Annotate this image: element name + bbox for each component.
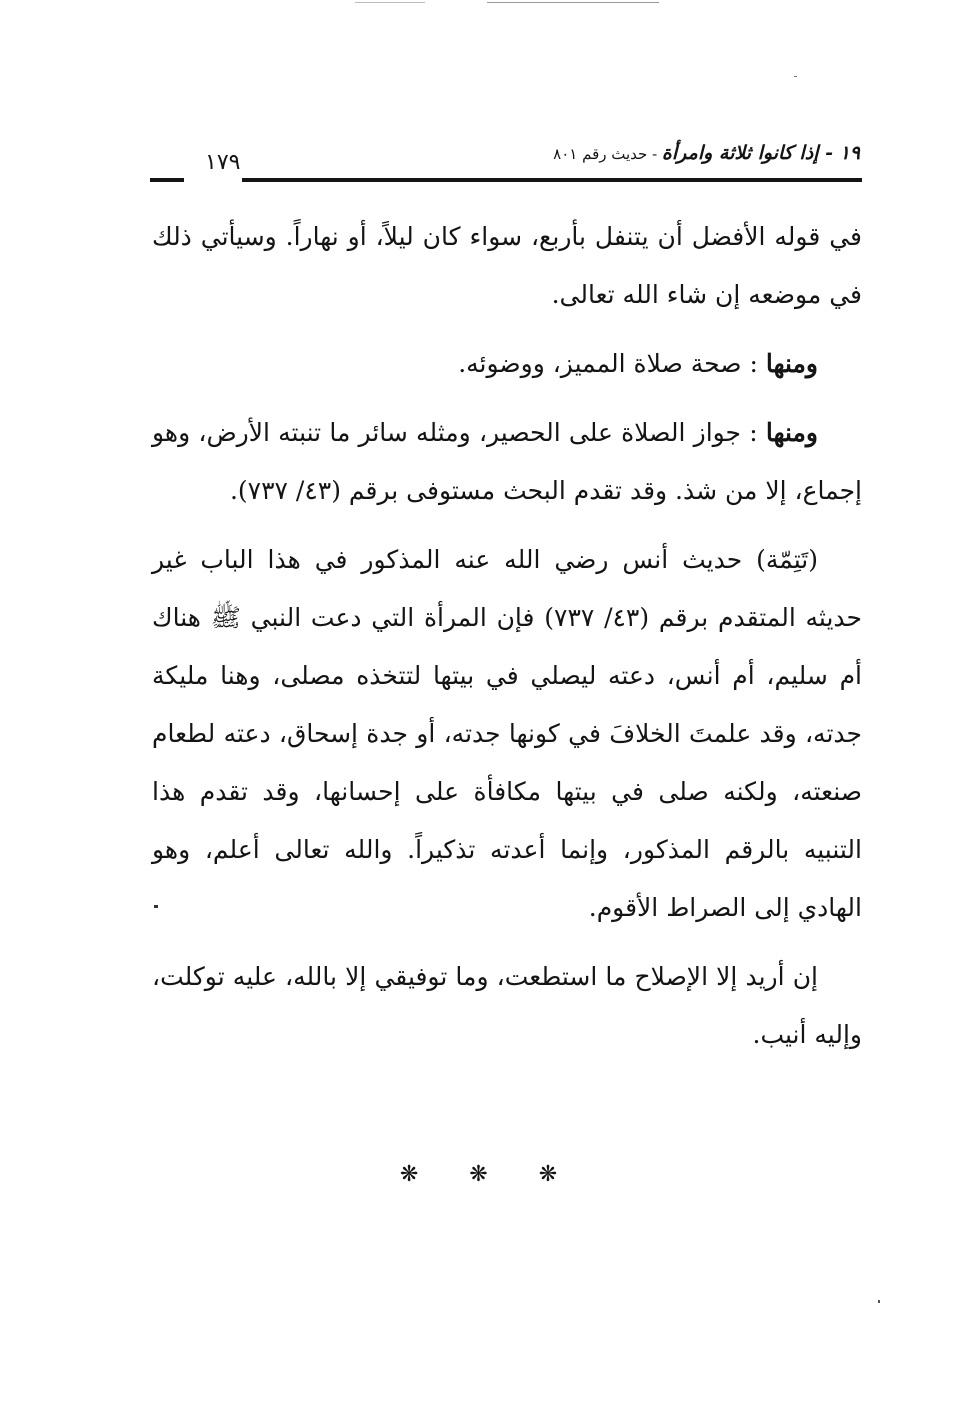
paragraph xyxy=(152,404,862,520)
header-rule-right xyxy=(242,178,862,182)
top-edge-marks xyxy=(355,0,665,6)
top-edge-mark xyxy=(487,2,659,3)
scan-speck xyxy=(794,76,797,77)
paragraph xyxy=(152,335,862,393)
page-body xyxy=(152,208,862,1075)
paragraph-keyword: ومنها xyxy=(765,349,818,378)
paragraph-text: إن أريد إلا الإصلاح ما استطعت، وما توفيقي إلا بالله، عليه توكلت، وإليه أنيب. xyxy=(152,962,862,1049)
section-divider-stars: ❋ ❋ ❋ xyxy=(399,1162,580,1187)
header-rule-left xyxy=(150,178,184,182)
top-edge-mark xyxy=(355,2,425,3)
paragraph-text: في قوله الأفضل أن يتنفل بأربع، سواء كان ليلاً، أو نهاراً. وسيأتي ذلك في موضعه إن شاء الله تعالى. xyxy=(152,222,862,309)
running-title-main: ١٩ - إذا كانوا ثلاثة وامرأة xyxy=(661,142,860,164)
paragraph-keyword: ومنها xyxy=(765,418,818,447)
page-number: ١٧٩ xyxy=(205,150,241,175)
paragraph xyxy=(152,208,862,324)
paragraph xyxy=(152,531,862,937)
running-title-hadith-number: - حديث رقم ٨٠١ xyxy=(553,145,662,163)
paragraph-text: : جواز الصلاة على الحصير، ومثله سائر ما تنبته الأرض، وهو إجماع، إلا من شذ. وقد تقدم البحث مستوفى برقم (٤٣/ ٧٣٧). xyxy=(152,418,862,505)
paragraph-text: (تَتِمّة) حديث أنس رضي الله عنه المذكور في هذا الباب غير حديثه المتقدم برقم (٤٣/ ٧٣٧) فإن المرأة التي دعت النبي ﷺ هناك أم سليم، أم أنس، دعته ليصلي في بيتها لتتخذه مصلى، وهنا مليكة جدته، وقد علمتَ الخلافَ في كونها جدته، أو جدة إسحاق، دعته لطعام صنعته، ولكنه صلى في بيتها مكافأة على إحسانها، وقد تقدم هذا التنبيه بالرقم المذكور، وإنما أعدته تذكيراً. والله تعالى أعلم، وهو الهادي إلى الصراط الأقوم. xyxy=(152,545,863,922)
scan-speck xyxy=(878,1300,880,1303)
paragraph-text: : صحة صلاة المميز، ووضوئه. xyxy=(458,349,766,378)
paragraph xyxy=(152,948,862,1064)
page-header xyxy=(150,138,862,188)
running-title xyxy=(553,142,860,164)
